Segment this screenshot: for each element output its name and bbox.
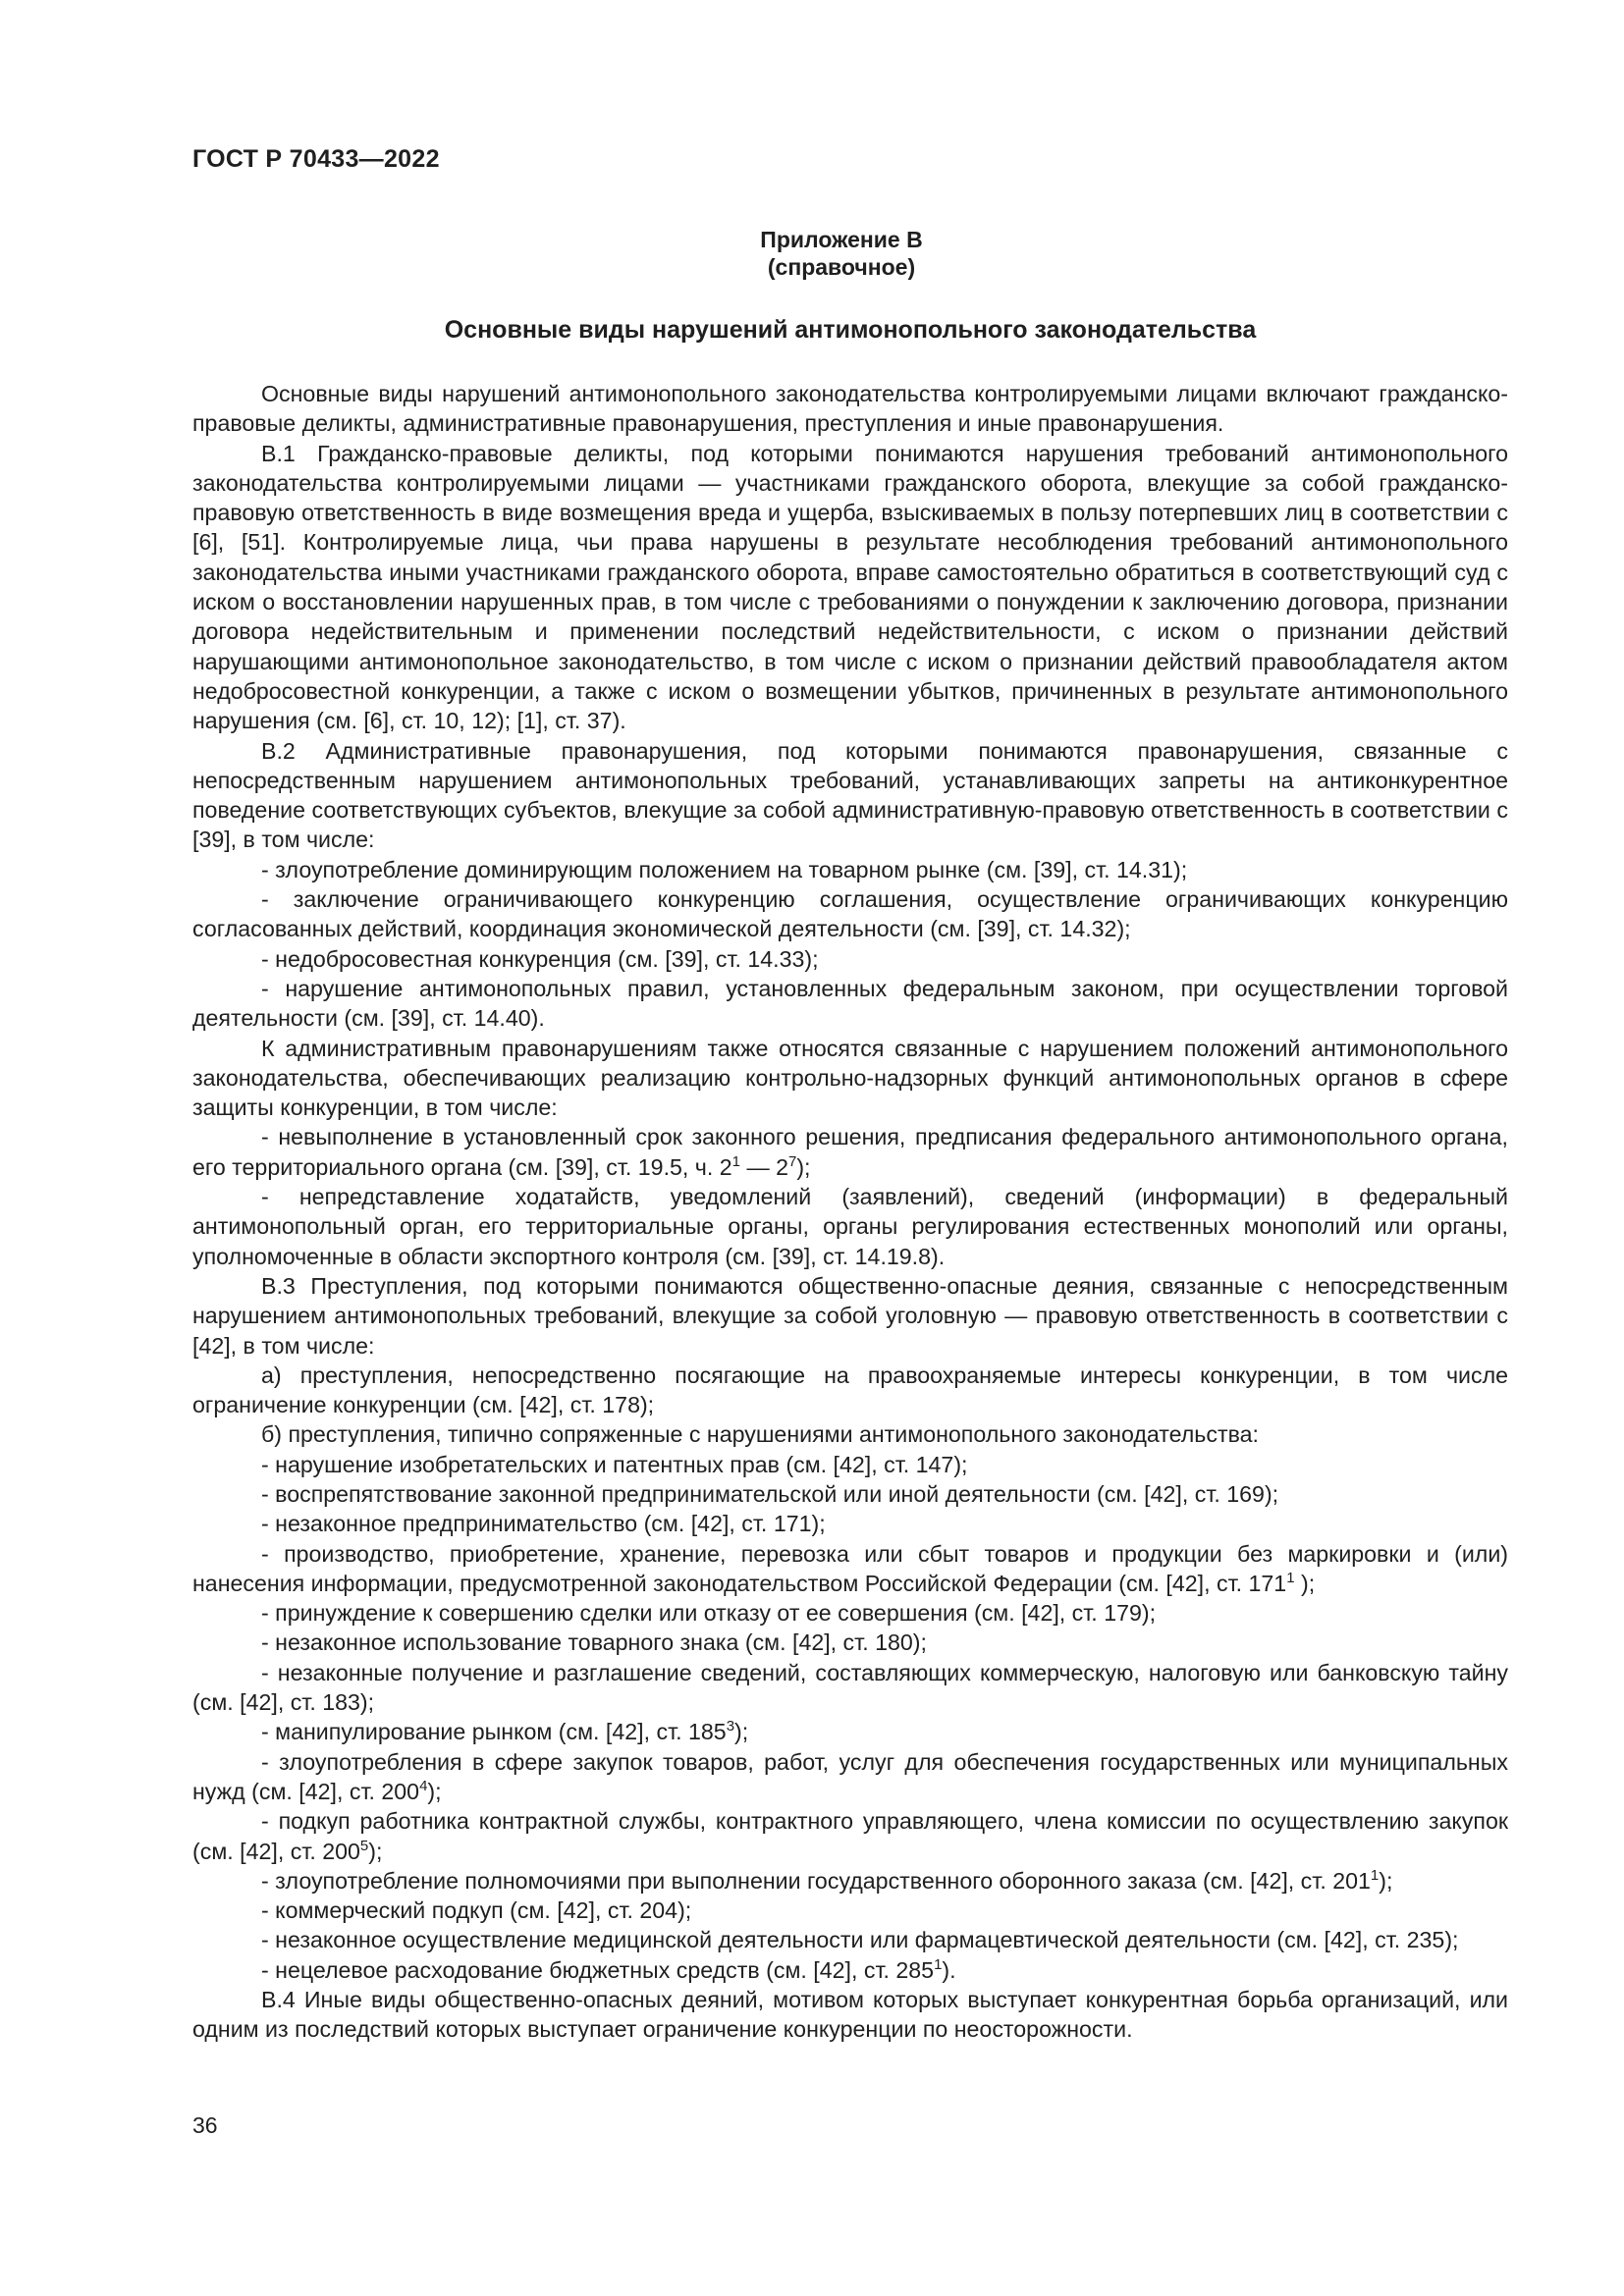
list-item: - производство, приобретение, хранение, перевозка или сбыт товаров и продукции без маркировки и (или) нанесения информации, предусмотренной законодательством Российской Федерации (см. [42], ст. $171^1$ );: [192, 1540, 1508, 1596]
page-number: 36: [192, 2112, 218, 2138]
list-item: - подкуп работника контрактной службы, контрактного управляющего, члена комиссии по осуществлению закупок (см. [42], ст. $200^5$);: [192, 1808, 1508, 1864]
list-item: - незаконные получение и разглашение сведений, составляющих коммерческую, налоговую или банковскую тайну (см. [42], ст. 183);: [192, 1659, 1508, 1716]
list-item: - недобросовестная конкуренция (см. [39], ст. 14.33);: [261, 945, 819, 972]
list-item: - непредставление ходатайств, уведомлений (заявлений), сведений (информации) в федеральный антимонопольный орган, его территориальные органы, органы регулирования естественных монополий или органы, уполномоченные в области экспортного контроля (см. [39], ст. 14.19.8).: [192, 1184, 1508, 1269]
list-item: - незаконное использование товарного знака (см. [42], ст. 180);: [261, 1629, 927, 1656]
appendix-heading: [0, 226, 1624, 281]
list-item: - злоупотребления в сфере закупок товаров, работ, услуг для обеспечения государственных или муниципальных нужд (см. [42], ст. $200^4$);: [192, 1748, 1508, 1804]
list-item: - злоупотребление полномочиями при выполнении государственного оборонного заказа (см. [42], ст. $201^1$);: [261, 1866, 1393, 1894]
list-item: - коммерческий подкуп (см. [42], ст. 204);: [261, 1897, 692, 1924]
section-title: Основные виды нарушений антимонопольного законодательства: [444, 316, 1257, 344]
list-item: - заключение ограничивающего конкуренцию соглашения, осуществление ограничивающих конкуренцию согласованных действий, координация экономической деятельности (см. [39], ст. 14.32);: [192, 886, 1508, 942]
list-item: - нецелевое расходование бюджетных средств (см. [42], ст. $285^1$).: [261, 1955, 956, 1983]
clause-b4: В.4 Иные виды общественно-опасных деяний, мотивом которых выступает конкурентная борьба организаций, или одним из последствий которых выступает ограничение конкуренции по неосторожности.: [192, 1987, 1508, 2043]
list-item: - манипулирование рынком (см. [42], ст. $185^3$);: [261, 1718, 749, 1745]
document-body: [192, 379, 1508, 2045]
clause-b3: В.3 Преступления, под которыми понимаются общественно-опасные деяния, связанные с непосредственным нарушением антимонопольных требований, влекущие за собой уголовную — правовую ответственность в соответствии с [42], в том числе:: [192, 1272, 1508, 1359]
intro-paragraph: Основные виды нарушений антимонопольного законодательства контролируемыми лицами включают гражданско-правовые деликты, административные правонарушения, преступления и иные правонарушения.: [192, 381, 1508, 437]
clause-b2-extra: К административным правонарушениям также относятся связанные с нарушением положений антимонопольного законодательства, обеспечивающих реализацию контрольно-надзорных функций антимонопольных органов в сфере защиты конкуренции, в том числе:: [192, 1035, 1508, 1121]
clause-b2: В.2 Административные правонарушения, под которыми понимаются правонарушения, связанные с непосредственным нарушением антимонопольных требований, устанавливающих запреты на антиконкурентное поведение соответствующих субъектов, влекущие за собой административную-правовую ответственность в соответствии с [39], в том числе:: [192, 737, 1508, 853]
list-item: - принуждение к совершению сделки или отказу от ее совершения (см. [42], ст. 179);: [261, 1600, 1157, 1627]
clause-b1: В.1 Гражданско-правовые деликты, под которыми понимаются нарушения требований антимонопольного законодательства контролируемыми лицами — участниками гражданского оборота, влекущие за собой гражданско-правовую ответственность в виде возмещения вреда и ущерба, взыскиваемых в пользу потерпевших лиц в соответствии с [6], [51]. Контролируемые лица, чьи права нарушены в результате несоблюдения требований антимонопольного законодательства иными участниками гражданского оборота, вправе самостоятельно обратиться в соответствующий суд с иском о восстановлении нарушенных прав, в том числе с требованиями о понуждении к заключению договора, признании договора недействительным и применении последствий недействительности, с иском о признании действий нарушающими антимонопольное законодательство, в том числе с иском о признании действий правообладателя актом недобросовестной конкуренции, а также с иском о возмещении убытков, причиненных в результате антимонопольного нарушения (см. [6], ст. 10, 12); [1], ст. 37).: [192, 440, 1508, 734]
clause-b3-b: б) преступления, типично сопряженные с нарушениями антимонопольного законодательства:: [261, 1421, 1259, 1448]
list-item: - нарушение изобретательских и патентных прав (см. [42], ст. 147);: [261, 1451, 968, 1477]
document-code: ГОСТ Р 70433—2022: [192, 145, 440, 173]
list-item: - злоупотребление доминирующим положением на товарном рынке (см. [39], ст. 14.31);: [261, 856, 1188, 882]
list-item: - незаконное осуществление медицинской деятельности или фармацевтической деятельности (см. [42], ст. 235);: [261, 1927, 1459, 1953]
appendix-label: Приложение В: [760, 227, 923, 252]
appendix-type: (справочное): [767, 254, 916, 280]
clause-b3-a: а) преступления, непосредственно посягающие на правоохраняемые интересы конкуренции, в том числе ограничение конкуренции (см. [42], ст. 178);: [192, 1362, 1508, 1418]
list-item: - невыполнение в установленный срок законного решения, предписания федерального антимонопольного органа, его территориального органа (см. [39], ст. 19.5, ч. $2^1$ — $2^7$);: [192, 1124, 1508, 1180]
list-item: - воспрепятствование законной предпринимательской или иной деятельности (см. [42], ст. 169);: [261, 1480, 1279, 1507]
list-item: - нарушение антимонопольных правил, установленных федеральным законом, при осуществлении торговой деятельности (см. [39], ст. 14.40).: [192, 975, 1508, 1032]
list-item: - незаконное предпринимательство (см. [42], ст. 171);: [261, 1511, 826, 1537]
